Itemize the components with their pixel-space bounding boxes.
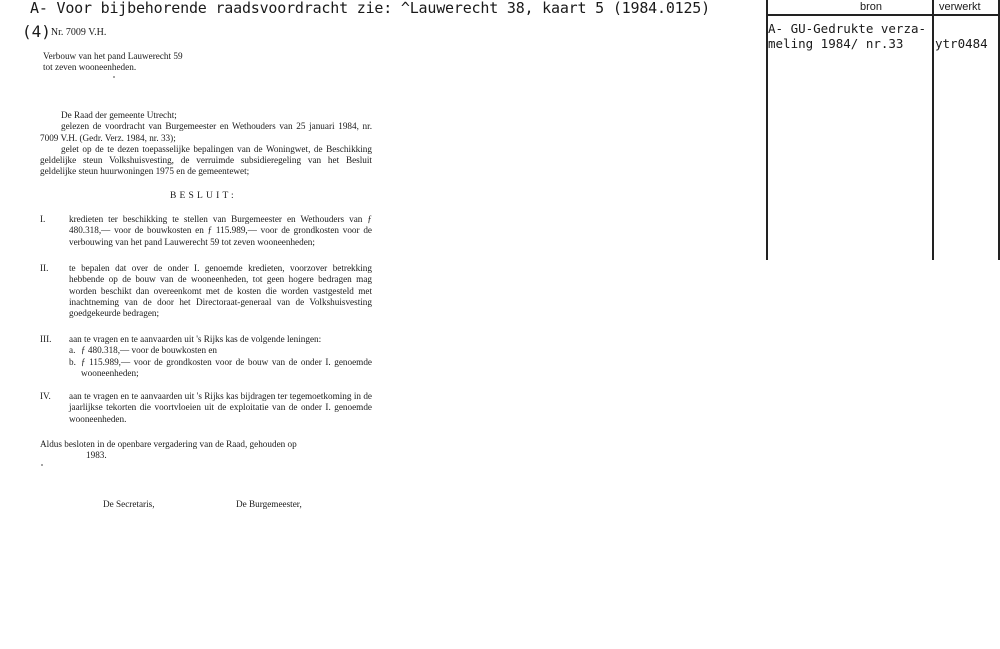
article-text: aan te vragen en te aanvaarden uit 's Rijks kas bijdragen ter tegemoetkoming in de jaarlijkse tekorten die voortvloeien uit de exploitatie van de onder I. genoemde wooneenheden. — [69, 391, 372, 424]
preamble-council: De Raad der gemeente Utrecht; — [61, 110, 177, 120]
article-iii — [40, 334, 372, 379]
bron-cell: A- GU-Gedrukte verza- meling 1984/ nr.33 — [768, 21, 927, 51]
article-numeral: III. — [40, 334, 52, 344]
column-header-verwerkt: verwerkt — [939, 1, 981, 13]
loan-item-text: ƒ 480.318,— voor de bouwkosten en — [81, 345, 218, 356]
subject-block — [43, 51, 243, 74]
loan-item-b — [69, 357, 372, 380]
subject-line-1: Verbouw van het pand Lauwerecht 59 — [43, 51, 183, 61]
article-text — [69, 334, 372, 379]
decision-heading: BESLUIT: — [170, 191, 237, 201]
document-header-line: A- Voor bijbehorende raadsvoordracht zie: ^Lauwerecht 38, kaart 5 (1984.0125) — [30, 0, 710, 17]
preamble-considering: gelet op de te dezen toepasselijke bepalingen van de Woningwet, de Beschikking geldelijke steun Volkshuisvesting, de verruimde subsidieregeling van het Besluit geldelijke steun huurwoningen 1975 en de gemeentewet; — [40, 143, 372, 177]
preamble-read: gelezen de voordracht van Burgemeester en Wethouders van 25 januari 1984, nr. 7009 V.H. (Gedr. Verz. 1984, nr. 33); — [40, 121, 372, 143]
paper-speck — [113, 76, 115, 78]
preamble — [40, 110, 372, 178]
table-border-right — [998, 0, 1000, 260]
closing-year: 1983. — [86, 450, 107, 461]
article-i — [40, 214, 372, 248]
closing-statement — [40, 439, 372, 462]
mayor-signature-label: De Burgemeester, — [236, 499, 302, 509]
subject-line-2: tot zeven wooneenheden. — [43, 62, 137, 73]
verwerkt-cell: ytr0484 — [935, 36, 988, 51]
loan-item-letter: b. — [69, 356, 76, 367]
article-numeral: I. — [40, 214, 46, 224]
article-text: kredieten ter beschikking te stellen van Burgemeester en Wethouders van ƒ 480.318,— voor de bouwkosten en ƒ 115.989,— voor de grondkosten voor de verbouwing van het pand Lauwerecht 59 tot zeven wooneenheden; — [69, 214, 372, 247]
loan-item-letter: a. — [69, 345, 76, 356]
reference-prefix: (4) — [22, 22, 51, 41]
paper-speck — [41, 464, 43, 466]
loan-item-a — [69, 345, 372, 356]
closing-text: Aldus besloten in de openbare vergadering van de Raad, gehouden op — [40, 439, 297, 449]
article-numeral: IV. — [40, 391, 51, 401]
article-numeral: II. — [40, 263, 49, 273]
article-ii — [40, 263, 372, 319]
reference-number: Nr. 7009 V.H. — [50, 27, 107, 38]
table-header-divider — [766, 14, 1000, 16]
document-reference — [22, 22, 106, 42]
loan-item-text: ƒ 115.989,— voor de grondkosten voor de bouw van de onder I. genoemde wooneenheden; — [81, 356, 372, 378]
article-iv — [40, 391, 372, 425]
article-text: te bepalen dat over de onder I. genoemde kredieten, voorzover betrekking hebbende op de bouw van de wooneenheden, tot geen hogere bedragen mag worden beschikt dan overeenkomt met de kosten die worden vastgesteld met inachtneming van de door het Directoraat-generaal van de Volkshuisvesting goedgekeurde bedragen; — [69, 263, 372, 319]
source-table — [766, 0, 1000, 260]
article-intro: aan te vragen en te aanvaarden uit 's Rijks kas de volgende leningen: — [69, 334, 322, 344]
column-header-bron: bron — [860, 1, 883, 13]
table-border-middle — [932, 0, 934, 260]
secretary-signature-label: De Secretaris, — [103, 499, 155, 509]
